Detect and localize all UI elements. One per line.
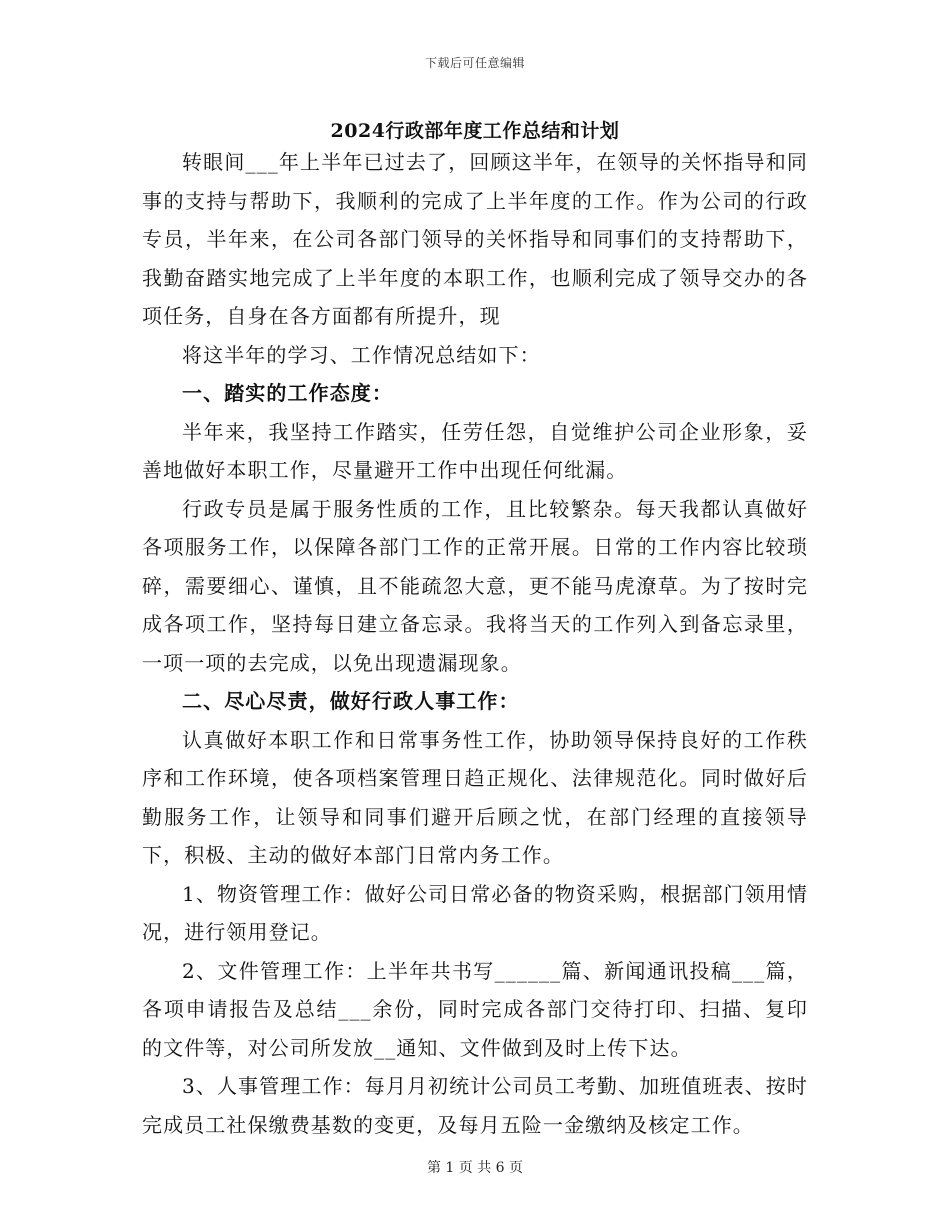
page-footer: 第 1 页 共 6 页 (426, 1160, 524, 1176)
section-heading-1: 一、踏实的工作态度： (182, 381, 393, 405)
header-note: 下载后可任意编辑 (424, 56, 525, 70)
list-item-personnel: 3、人事管理工作：每月月初统计公司员工考勤、加班值班表、按时完成员工社保缴费基数的变更，及每月五险一金缴纳及核定工作。 (142, 1074, 808, 1137)
list-item-documents: 2、文件管理工作：上半年共书写______篇、新闻通讯投稿___篇，各项申请报告及总结___余份，同时完成各部门交待打印、扫描、复印的文件等，对公司所发放__通知、文件做到及时上传下达。 (142, 958, 808, 1060)
paragraph: 行政专员是属于服务性质的工作，且比较繁杂。每天我都认真做好各项服务工作，以保障各部门工作的正常开展。日常的工作内容比较琐碎，需要细心、谨慎，且不能疏忽大意，更不能马虎潦草。为了按时完成各项工作，坚持每日建立备忘录。我将当天的工作列入到备忘录里，一项一项的去完成，以免出现遗漏现象。 (142, 496, 808, 675)
document-title: 2024行政部年度工作总结和计划 (330, 120, 620, 142)
list-item-materials: 1、物资管理工作：做好公司日常必备的物资采购，根据部门领用情况，进行领用登记。 (142, 881, 808, 944)
paragraph-intro: 转眼间___年上半年已过去了，回顾这半年，在领导的关怀指导和同事的支持与帮助下，我顺利的完成了上半年度的工作。作为公司的行政专员，半年来，在公司各部门领导的关怀指导和同事们的支持帮助下，我勤奋踏实地完成了上半年度的本职工作，也顺利完成了领导交办的各项任务，自身在各方面都有所提升，现 (142, 150, 808, 328)
paragraph: 半年来，我坚持工作踏实，任劳任怨，自觉维护公司企业形象，妥善地做好本职工作，尽量避开工作中出现任何纰漏。 (142, 419, 808, 482)
paragraph: 认真做好本职工作和日常事务性工作，协助领导保持良好的工作秩序和工作环境，使各项档案管理日趋正规化、法律规范化。同时做好后勤服务工作，让领导和同事们避开后顾之忧，在部门经理的直接领导下，积极、主动的做好本部门日常内务工作。 (142, 727, 808, 867)
document-body (142, 143, 808, 1144)
paragraph-summary-lead: 将这半年的学习、工作情况总结如下： (182, 342, 541, 367)
section-heading-2: 二、尽心尽责，做好行政人事工作： (182, 689, 520, 713)
